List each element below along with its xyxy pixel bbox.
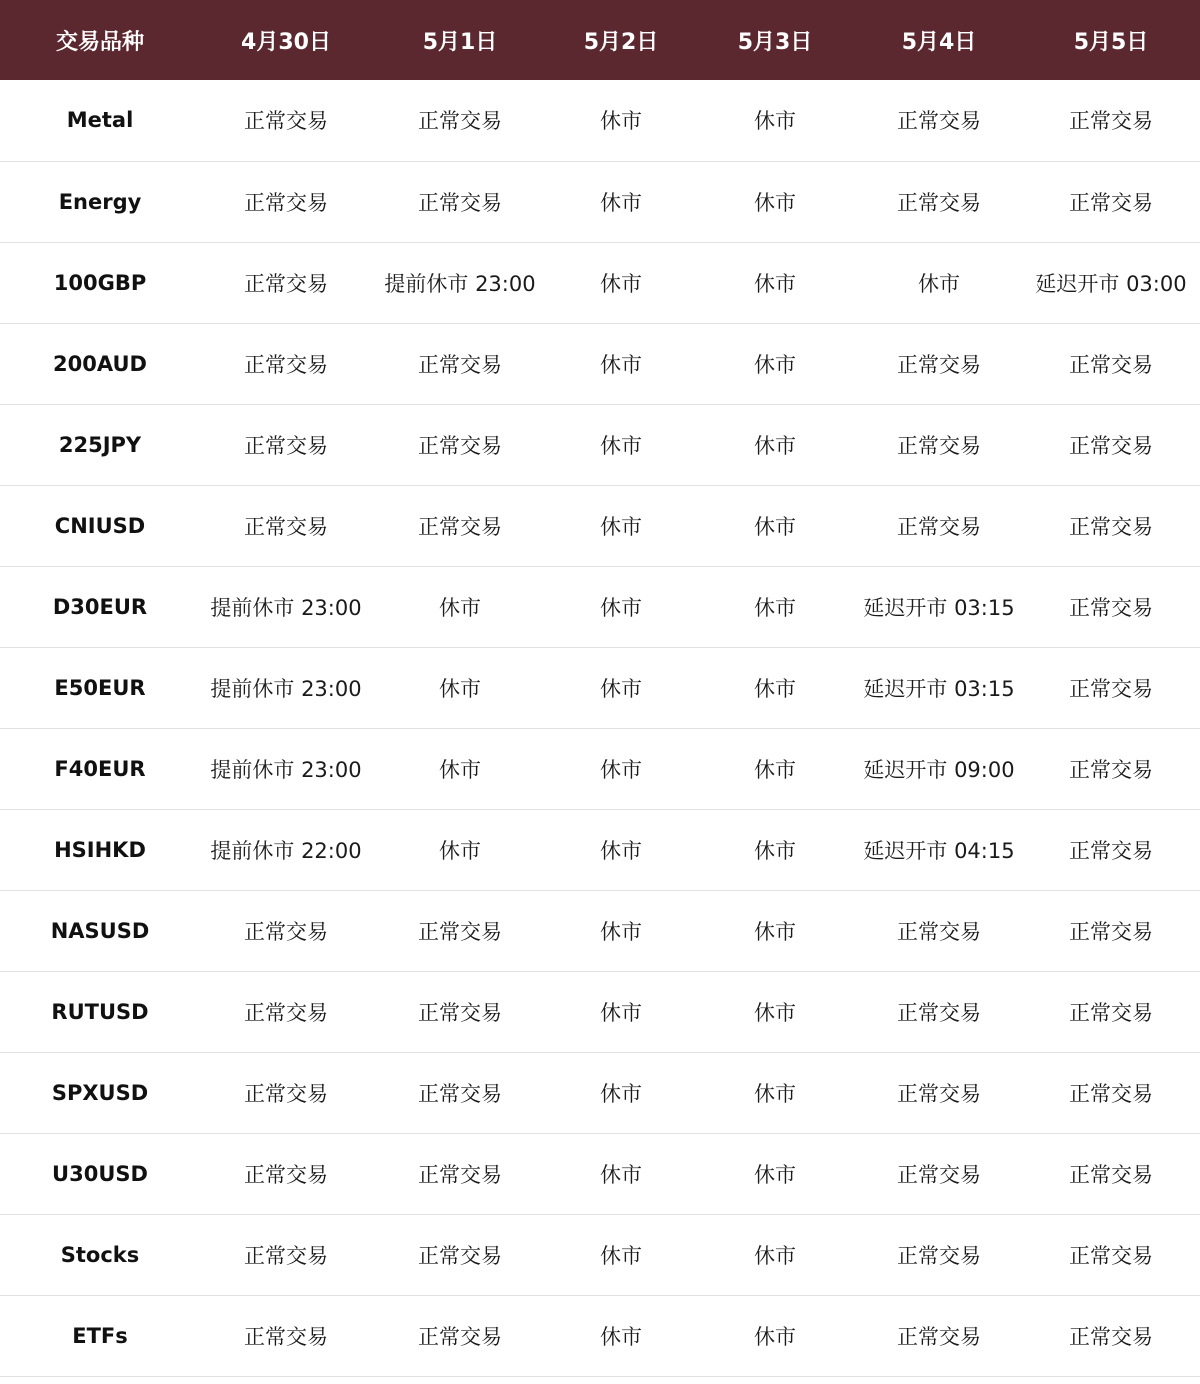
- table-row: [0, 404, 1200, 485]
- status-cell: 延迟开市 09:00: [856, 728, 1022, 809]
- instrument-name: HSIHKD: [0, 809, 200, 890]
- status-cell: 正常交易: [1022, 80, 1200, 161]
- table-row: [0, 1214, 1200, 1295]
- status-cell: 正常交易: [1022, 566, 1200, 647]
- status-cell: 休市: [694, 161, 856, 242]
- instrument-name: 225JPY: [0, 404, 200, 485]
- table-row: [0, 242, 1200, 323]
- status-cell: 正常交易: [1022, 1052, 1200, 1133]
- table-row: [0, 971, 1200, 1052]
- status-cell: 休市: [548, 809, 694, 890]
- status-cell: 正常交易: [200, 971, 372, 1052]
- instrument-name: F40EUR: [0, 728, 200, 809]
- instrument-name: RUTUSD: [0, 971, 200, 1052]
- status-cell: 延迟开市 03:15: [856, 566, 1022, 647]
- status-cell: 休市: [856, 242, 1022, 323]
- status-cell: 休市: [548, 80, 694, 161]
- table-header: [0, 0, 1200, 80]
- instrument-name: CNIUSD: [0, 485, 200, 566]
- status-cell: 休市: [548, 1133, 694, 1214]
- table-row: [0, 323, 1200, 404]
- status-cell: 正常交易: [856, 890, 1022, 971]
- status-cell: 休市: [694, 1052, 856, 1133]
- instrument-name: Energy: [0, 161, 200, 242]
- status-cell: 正常交易: [1022, 323, 1200, 404]
- table-row: [0, 809, 1200, 890]
- status-cell: 休市: [548, 1052, 694, 1133]
- table-row: [0, 1295, 1200, 1376]
- status-cell: 休市: [694, 1133, 856, 1214]
- header-date-apr30: 4月30日: [241, 29, 331, 55]
- status-cell: 正常交易: [200, 80, 372, 161]
- status-cell: 正常交易: [372, 161, 548, 242]
- status-cell: 休市: [548, 485, 694, 566]
- status-cell: 休市: [548, 647, 694, 728]
- table-row: [0, 485, 1200, 566]
- status-cell: 休市: [694, 728, 856, 809]
- status-cell: 正常交易: [200, 1133, 372, 1214]
- status-cell: 休市: [548, 1295, 694, 1376]
- status-cell: 休市: [372, 566, 548, 647]
- status-cell: 休市: [694, 1295, 856, 1376]
- status-cell: 正常交易: [856, 1133, 1022, 1214]
- status-cell: 正常交易: [1022, 1295, 1200, 1376]
- status-cell: 正常交易: [1022, 1133, 1200, 1214]
- header-date-may1: 5月1日: [422, 29, 498, 55]
- status-cell: 休市: [548, 728, 694, 809]
- status-cell: 延迟开市 04:15: [856, 809, 1022, 890]
- status-cell: 正常交易: [856, 323, 1022, 404]
- status-cell: 正常交易: [1022, 728, 1200, 809]
- status-cell: 休市: [694, 566, 856, 647]
- status-cell: 正常交易: [372, 1133, 548, 1214]
- instrument-name: D30EUR: [0, 566, 200, 647]
- instrument-name: E50EUR: [0, 647, 200, 728]
- status-cell: 休市: [548, 161, 694, 242]
- status-cell: 休市: [694, 890, 856, 971]
- status-cell: 正常交易: [856, 971, 1022, 1052]
- instrument-name: SPXUSD: [0, 1052, 200, 1133]
- status-cell: 休市: [548, 323, 694, 404]
- status-cell: 正常交易: [200, 1052, 372, 1133]
- status-cell: 正常交易: [856, 404, 1022, 485]
- status-cell: 休市: [694, 971, 856, 1052]
- instrument-name: U30USD: [0, 1133, 200, 1214]
- status-cell: 正常交易: [200, 242, 372, 323]
- status-cell: 正常交易: [856, 80, 1022, 161]
- status-cell: 正常交易: [372, 890, 548, 971]
- status-cell: 正常交易: [200, 1295, 372, 1376]
- status-cell: 正常交易: [856, 1295, 1022, 1376]
- header-date-may3: 5月3日: [737, 29, 813, 55]
- status-cell: 提前休市 23:00: [200, 566, 372, 647]
- status-cell: 休市: [694, 323, 856, 404]
- table-body: [0, 80, 1200, 1376]
- status-cell: 正常交易: [1022, 404, 1200, 485]
- header-date-may5: 5月5日: [1073, 29, 1149, 55]
- table-row: [0, 647, 1200, 728]
- status-cell: 正常交易: [372, 323, 548, 404]
- status-cell: 提前休市 23:00: [200, 647, 372, 728]
- table-row: [0, 80, 1200, 161]
- status-cell: 休市: [694, 1214, 856, 1295]
- status-cell: 提前休市 22:00: [200, 809, 372, 890]
- status-cell: 正常交易: [372, 1052, 548, 1133]
- header-row: [0, 0, 1200, 80]
- header-date-may2: 5月2日: [583, 29, 659, 55]
- status-cell: 正常交易: [200, 161, 372, 242]
- status-cell: 正常交易: [1022, 1214, 1200, 1295]
- status-cell: 正常交易: [856, 1052, 1022, 1133]
- status-cell: 休市: [372, 809, 548, 890]
- status-cell: 正常交易: [1022, 161, 1200, 242]
- status-cell: 正常交易: [200, 323, 372, 404]
- status-cell: 休市: [548, 971, 694, 1052]
- status-cell: 休市: [548, 890, 694, 971]
- status-cell: 休市: [694, 809, 856, 890]
- status-cell: 正常交易: [200, 890, 372, 971]
- header-date-may4: 5月4日: [901, 29, 977, 55]
- table-row: [0, 161, 1200, 242]
- status-cell: 休市: [694, 80, 856, 161]
- status-cell: 正常交易: [200, 1214, 372, 1295]
- status-cell: 正常交易: [372, 1214, 548, 1295]
- status-cell: 休市: [548, 404, 694, 485]
- status-cell: 正常交易: [372, 404, 548, 485]
- instrument-name: 100GBP: [0, 242, 200, 323]
- status-cell: 休市: [548, 1214, 694, 1295]
- status-cell: 休市: [548, 242, 694, 323]
- status-cell: 正常交易: [1022, 809, 1200, 890]
- instrument-name: 200AUD: [0, 323, 200, 404]
- status-cell: 正常交易: [372, 1295, 548, 1376]
- status-cell: 正常交易: [856, 485, 1022, 566]
- status-cell: 正常交易: [372, 485, 548, 566]
- status-cell: 提前休市 23:00: [200, 728, 372, 809]
- status-cell: 正常交易: [1022, 647, 1200, 728]
- table-row: [0, 890, 1200, 971]
- header-instrument: 交易品种: [55, 29, 144, 55]
- status-cell: 休市: [694, 485, 856, 566]
- status-cell: 正常交易: [200, 485, 372, 566]
- status-cell: 正常交易: [372, 80, 548, 161]
- instrument-name: NASUSD: [0, 890, 200, 971]
- status-cell: 休市: [548, 566, 694, 647]
- table-row: [0, 728, 1200, 809]
- status-cell: 休市: [694, 242, 856, 323]
- table-row: [0, 566, 1200, 647]
- status-cell: 正常交易: [1022, 890, 1200, 971]
- status-cell: 延迟开市 03:15: [856, 647, 1022, 728]
- status-cell: 休市: [372, 647, 548, 728]
- status-cell: 正常交易: [372, 971, 548, 1052]
- status-cell: 延迟开市 03:00: [1022, 242, 1200, 323]
- status-cell: 正常交易: [856, 1214, 1022, 1295]
- table-row: [0, 1052, 1200, 1133]
- status-cell: 休市: [694, 647, 856, 728]
- status-cell: 休市: [372, 728, 548, 809]
- status-cell: 提前休市 23:00: [372, 242, 548, 323]
- status-cell: 休市: [694, 404, 856, 485]
- instrument-name: Stocks: [0, 1214, 200, 1295]
- instrument-name: Metal: [0, 80, 200, 161]
- status-cell: 正常交易: [1022, 971, 1200, 1052]
- table-row: [0, 1133, 1200, 1214]
- status-cell: 正常交易: [200, 404, 372, 485]
- status-cell: 正常交易: [1022, 485, 1200, 566]
- instrument-name: ETFs: [0, 1295, 200, 1376]
- status-cell: 正常交易: [856, 161, 1022, 242]
